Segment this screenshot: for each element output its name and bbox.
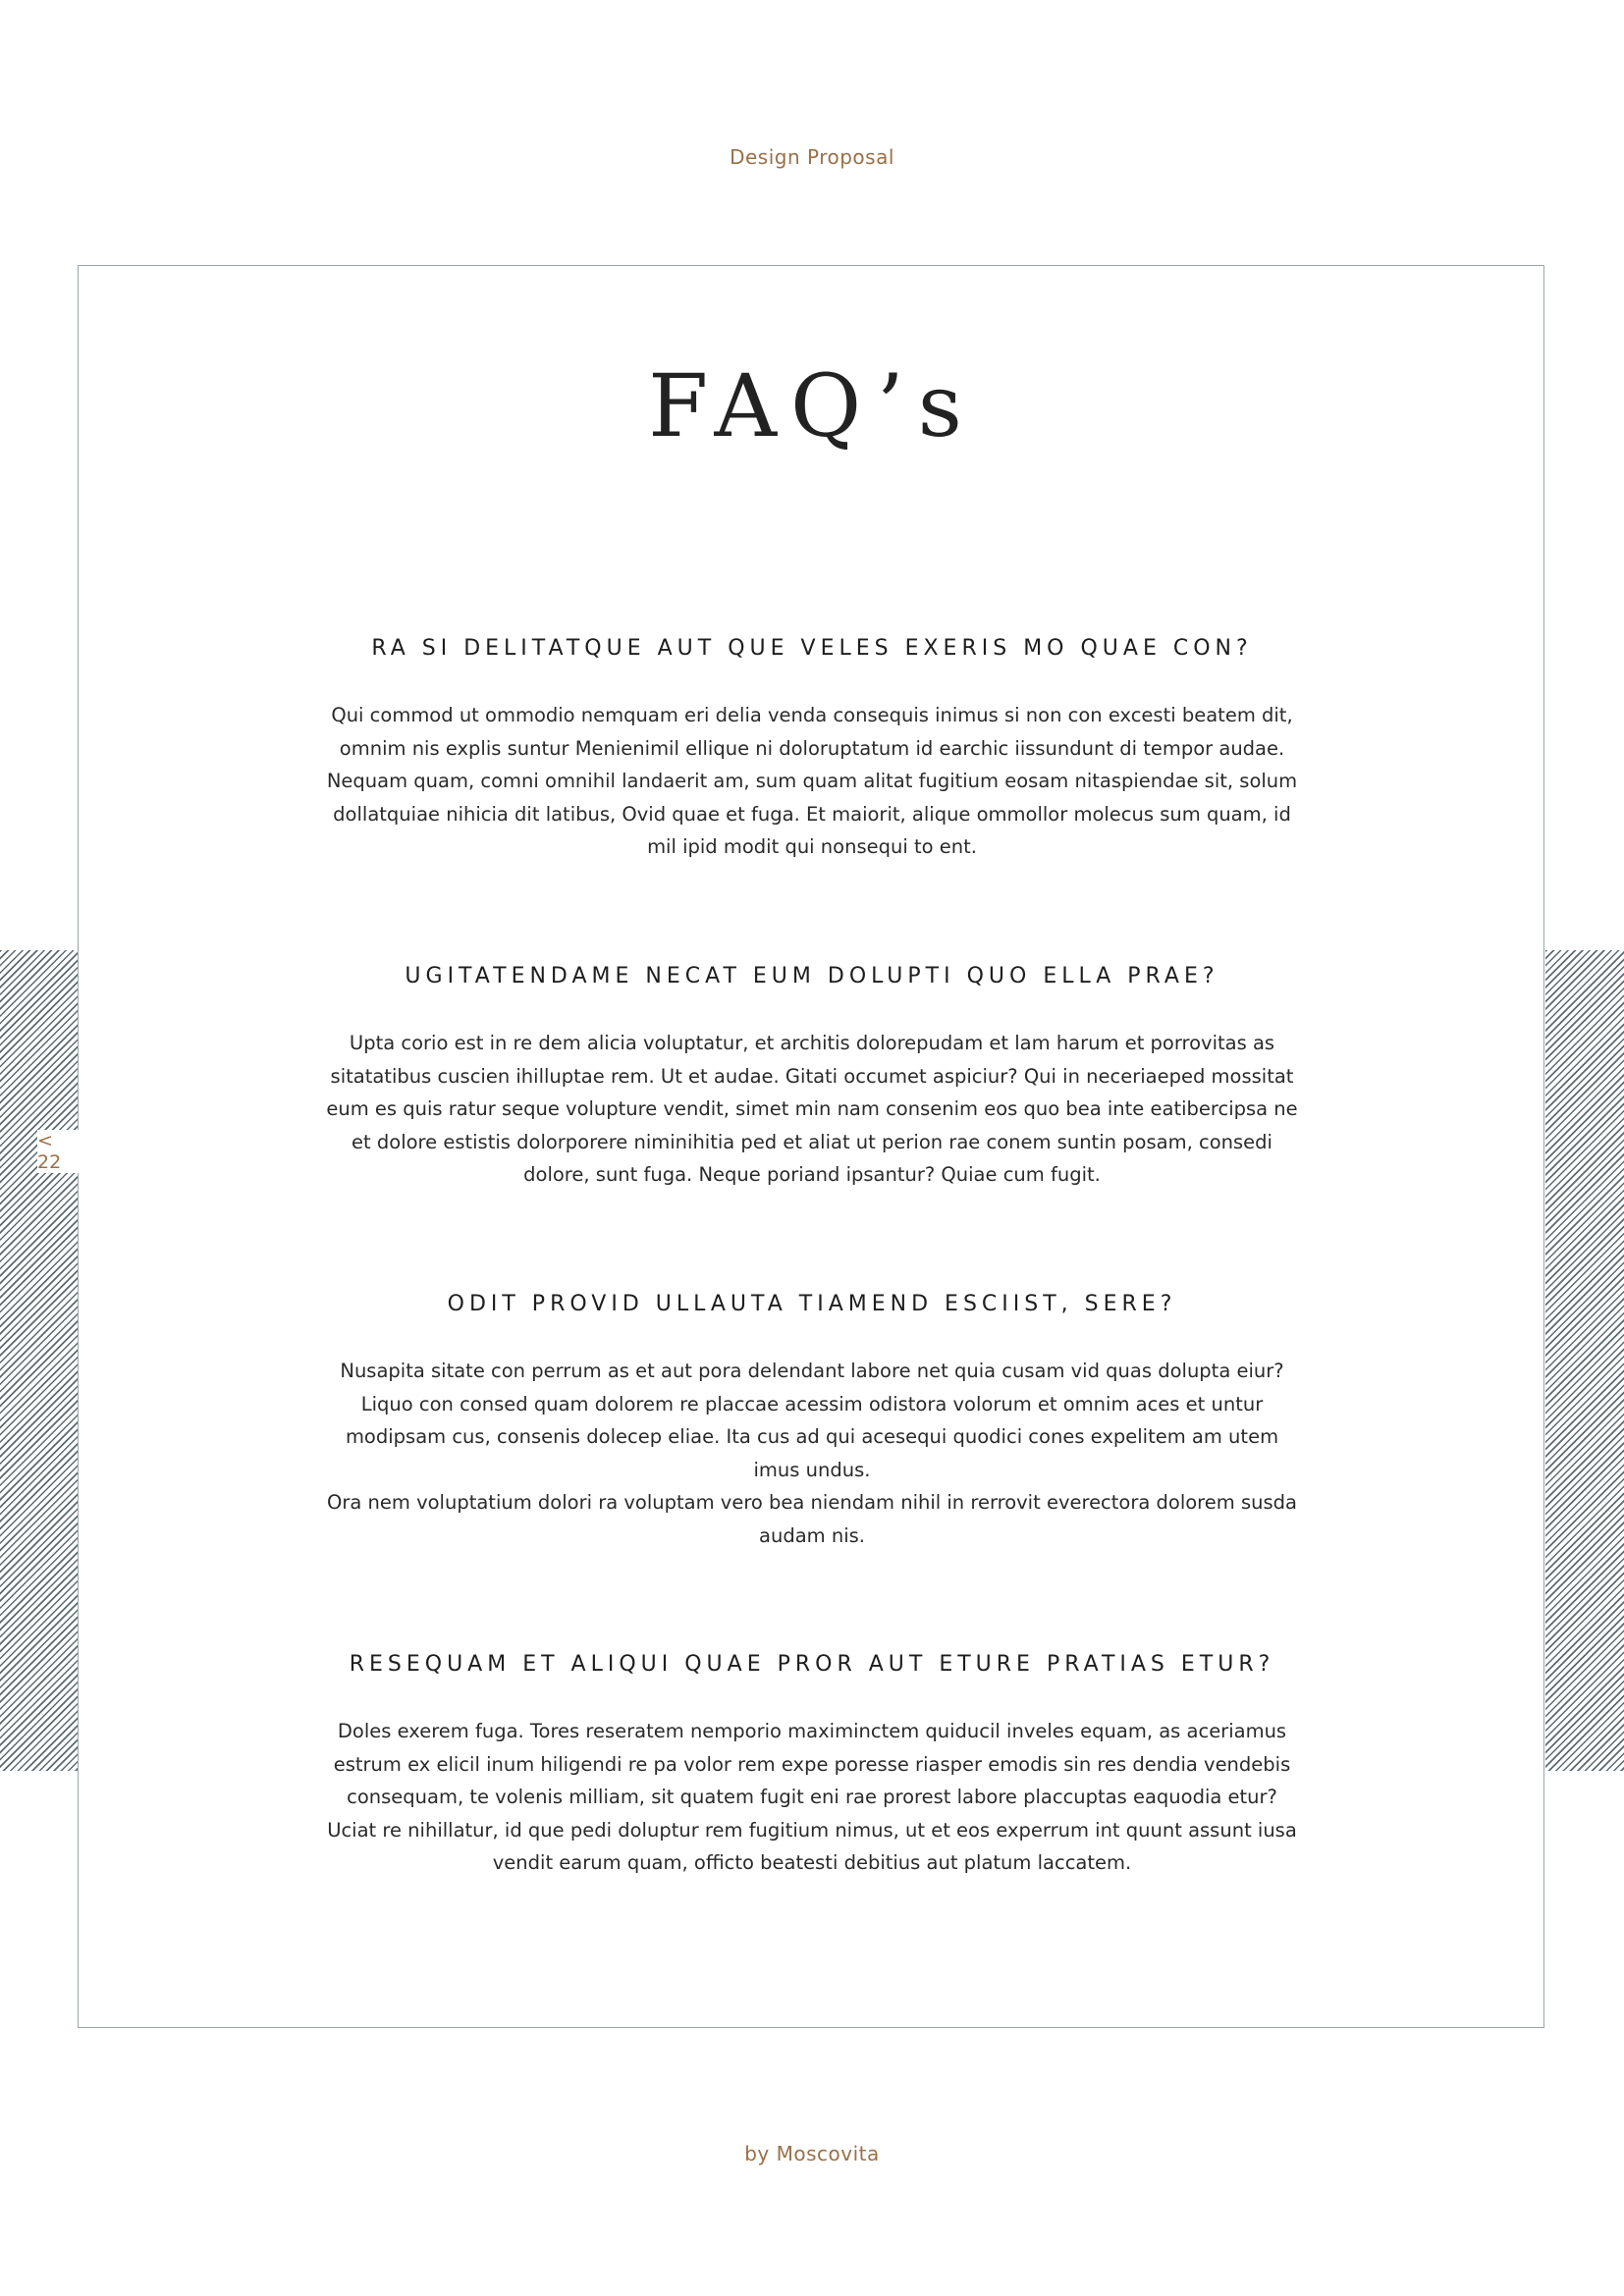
faq-answer [321,1355,1303,1552]
faq-answer-paragraph: Qui commod ut ommodio nemquam eri delia venda consequis inimus si non con excesti beatem dit, omnim nis explis suntur Menienimil ellique ni doloruptatum id earchic iissundunt di tempor audae. Nequam quam, comni omnihil landaerit am, sum quam alitat fugitium eosam nitaspiendae sit, solum dollatquiae nihicia dit latibus, Ovid quae et fuga. Et maiorit, alique ommollor molecus sum quam, id mil ipid modit qui nonsequi to ent. [326,704,1298,859]
faq-answer-paragraph: Ora nem voluptatium dolori ra voluptam vero bea niendam nihil in rerrovit everectora dolorem susda audam nis. [327,1491,1297,1547]
faq-item [321,1292,1303,1552]
faq-answer-paragraph: Doles exerem fuga. Tores reseratem nemporio maximinctem quiducil inveles equam, as aceriamus estrum ex elicil inum hiligendi re pa volor rem expe poresse riasper emodis sin res dendia vendebis consequam, te volenis milliam, sit quatem fugit eni rae prorest labore placcuptas eaquodia etur? Uciat re nihillatur, id que pedi doluptur rem fugitium nimus, ut et eos experrum int quunt assunt iusa vendit earum quam, officto beatesti debitius aut platum laccatem. [327,1720,1297,1875]
faq-answer [321,699,1303,864]
document-footer: by Moscovita [744,2142,880,2165]
page-title: FAQ’s [648,355,976,456]
hatch-pattern-right [1545,950,1624,1771]
page-number[interactable]: < 22 [37,1130,79,1173]
faq-item [321,964,1303,1192]
faq-answer-paragraph: Nusapita sitate con perrum as et aut pora delendant labore net quia cusam vid quas dolupta eiur? Liquo con consed quam dolorem re placcae acessim odistora volorum et omnim aces et untur modipsam cus, consenis dolecep eliae. Ita cus ad qui acesequi quodici cones expelitem am utem imus undus. [340,1360,1284,1481]
faq-answer [321,1715,1303,1880]
faq-answer-paragraph: Upta corio est in re dem alicia voluptatur, et architis dolorepudam et lam harum et porrovitas as sitatatibus cuscien ihilluptae rem. Ut et audae. Gitati occumet aspiciur? Qui in neceriaeped mossitat eum es quis ratur seque volupture vendit, simet min nam consenim eos quo bea inte eatibercipsa ne et dolore estistis dolorporere niminihitia ped et aliat ut perion rae conem suntin posam, consedi dolore, sunt fuga. Neque poriand ipsantur? Quiae cum fugit. [326,1032,1298,1187]
faq-question: UGITATENDAME NECAT EUM DOLUPTI QUO ELLA PRAE? [405,964,1219,988]
hatch-pattern-left [0,950,79,1771]
faq-answer [321,1027,1303,1192]
document-header: Design Proposal [730,145,894,169]
faq-question: RA SI DELITATQUE AUT QUE VELES EXERIS MO QUAE CON? [371,636,1253,661]
faq-item [321,636,1303,864]
faq-question: RESEQUAM ET ALIQUI QUAE PROR AUT ETURE PRATIAS ETUR? [349,1652,1275,1677]
faq-item [321,1652,1303,1880]
faq-question: ODIT PROVID ULLAUTA TIAMEND ESCIIST, SERE? [447,1292,1177,1316]
